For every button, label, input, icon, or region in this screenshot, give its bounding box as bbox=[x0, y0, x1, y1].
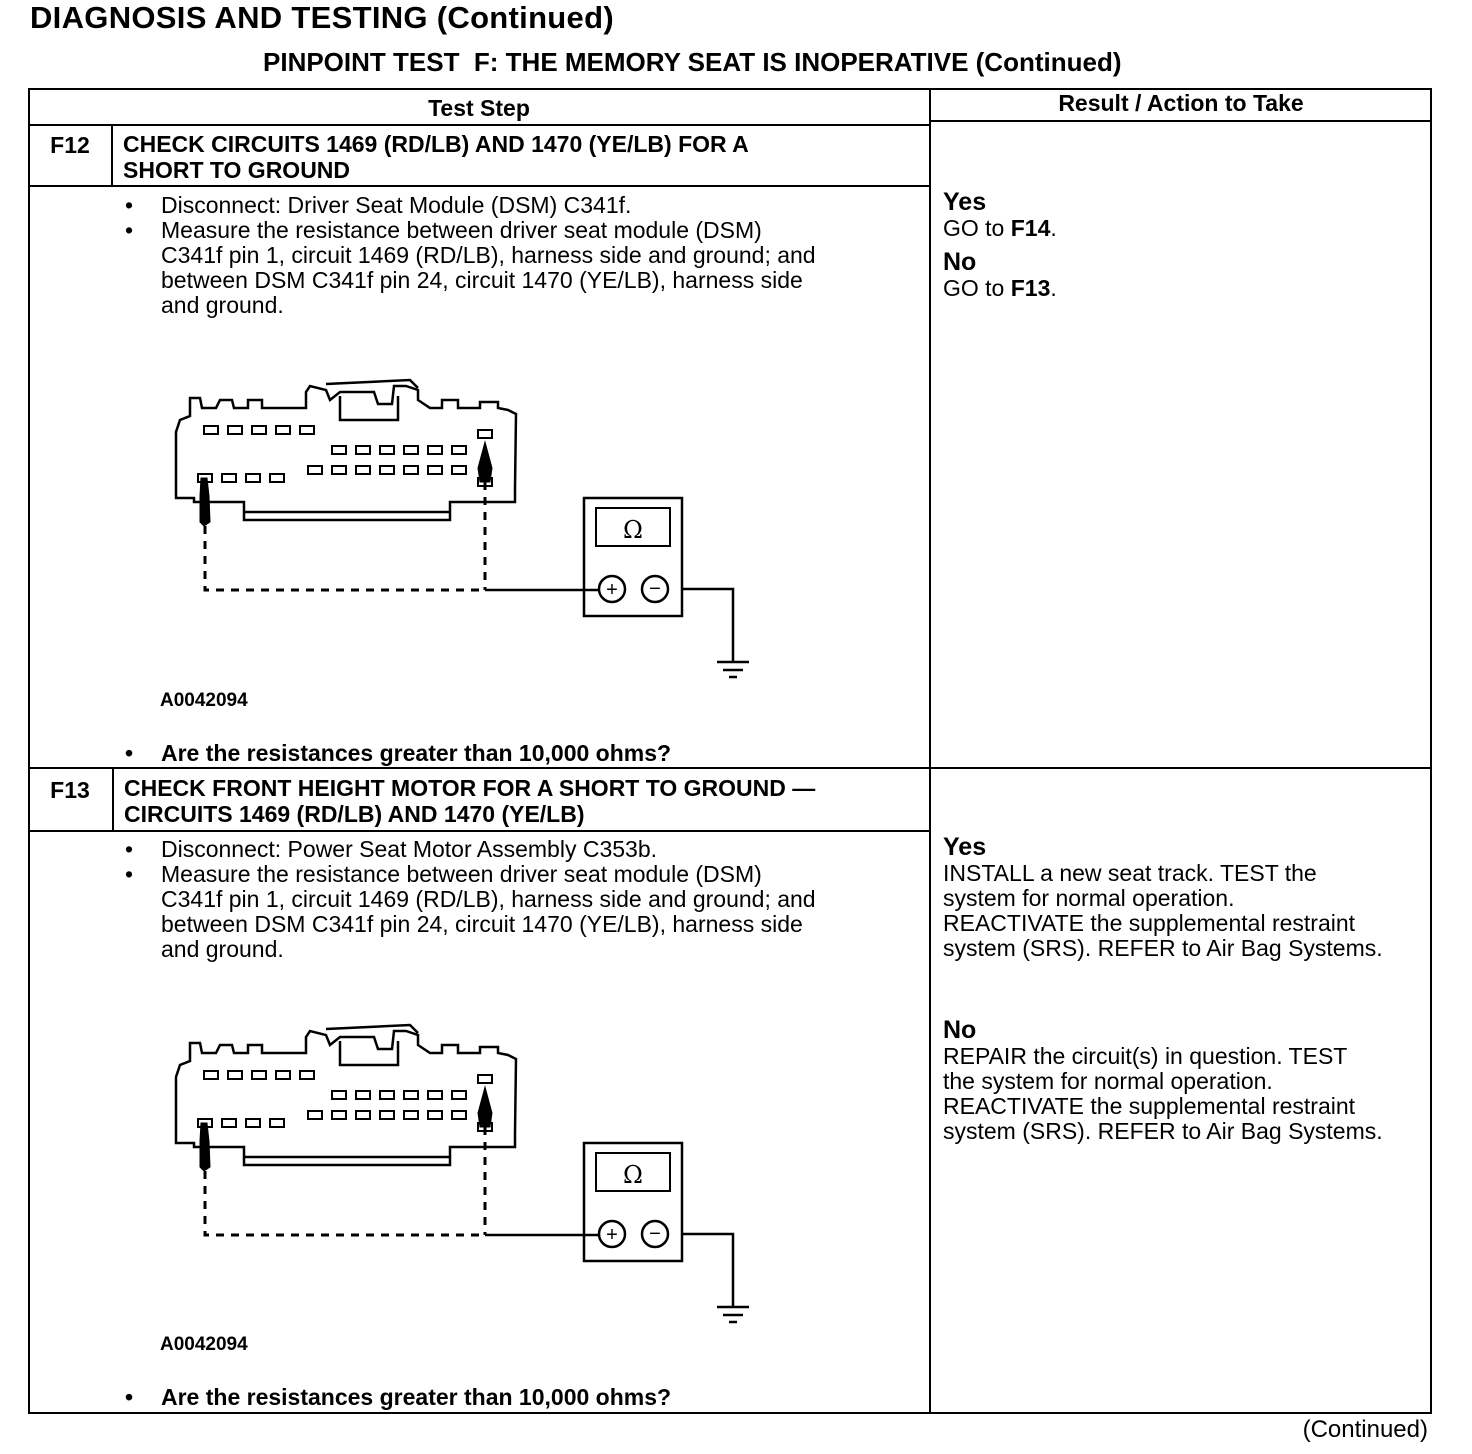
step-heading bbox=[124, 775, 815, 827]
pinpoint-test-title: PINPOINT TEST F: THE MEMORY SEAT IS INOPERATIVE (Continued) bbox=[263, 47, 1122, 77]
ground-symbol bbox=[717, 1307, 749, 1322]
pin-cavities bbox=[198, 426, 492, 486]
instruction-item: • Measure the resistance between driver seat module (DSM) C341f pin 1, circuit 1469 (RD/LB), harness side and ground; and between DSM C341f pin 24, circuit 1470 (YE/LB), harness side and ground. bbox=[125, 217, 816, 318]
step-heading-line: CHECK CIRCUITS 1469 (RD/LB) AND 1470 (YE/LB) FOR A bbox=[123, 131, 749, 157]
step-id: F13 bbox=[50, 777, 90, 803]
column-header-test-step: Test Step bbox=[428, 95, 530, 121]
result-no-label: No bbox=[943, 248, 977, 276]
column-header-result: Result / Action to Take bbox=[1058, 90, 1304, 116]
meter-minus-terminal: − bbox=[649, 578, 661, 600]
result-no-label: No bbox=[943, 1016, 977, 1044]
figure-id: A0042094 bbox=[160, 690, 248, 711]
pin-cavities bbox=[198, 1071, 492, 1131]
connector-measurement-diagram bbox=[160, 370, 760, 690]
result-yes-label: Yes bbox=[943, 188, 987, 216]
step-id-divider bbox=[111, 124, 113, 187]
result-no: No REPAIR the circuit(s) in question. TEST the system for normal operation. REACTIVATE the supplemental restraint system (SRS). REFER to Air Bag Systems. bbox=[943, 1016, 1383, 1144]
step-heading-rule bbox=[28, 185, 930, 187]
step-heading-line: CHECK FRONT HEIGHT MOTOR FOR A SHORT TO GROUND — bbox=[124, 775, 816, 801]
ohm-symbol: Ω bbox=[623, 1161, 643, 1189]
test-leads bbox=[205, 482, 485, 590]
instruction-item: • Disconnect: Driver Seat Module (DSM) C341f. bbox=[125, 192, 632, 218]
test-leads bbox=[205, 1127, 485, 1235]
step-heading bbox=[123, 131, 749, 183]
continued-footer: (Continued) bbox=[1302, 1416, 1428, 1443]
test-probe-left bbox=[200, 1123, 210, 1171]
ohm-symbol: Ω bbox=[623, 516, 643, 544]
goto-step-link: F14 bbox=[1010, 215, 1051, 241]
test-question: • Are the resistances greater than 10,000 ohms? bbox=[125, 1384, 672, 1410]
header-rule-right bbox=[929, 120, 1432, 122]
test-question: • Are the resistances greater than 10,000 ohms? bbox=[125, 740, 672, 766]
step-heading-line: SHORT TO GROUND bbox=[123, 157, 351, 183]
test-probe-right bbox=[478, 442, 492, 482]
test-probe-left bbox=[200, 478, 210, 526]
connector-measurement-diagram bbox=[160, 1015, 760, 1335]
result-yes-label: Yes bbox=[943, 833, 987, 861]
step-heading-line: CIRCUITS 1469 (RD/LB) AND 1470 (YE/LB) bbox=[124, 801, 585, 827]
page-title: DIAGNOSIS AND TESTING (Continued) bbox=[30, 0, 614, 35]
step-instructions bbox=[125, 837, 816, 962]
step-id: F12 bbox=[50, 132, 90, 158]
step-heading-rule bbox=[28, 830, 930, 832]
step-divider bbox=[28, 767, 1432, 769]
step-instructions bbox=[125, 193, 816, 318]
result-no: No GO to F13. bbox=[943, 248, 1057, 301]
instruction-item: • Disconnect: Power Seat Motor Assembly C353b. bbox=[125, 836, 658, 862]
goto-step-link: F13 bbox=[1010, 275, 1051, 301]
result-yes: Yes INSTALL a new seat track. TEST the system for normal operation. REACTIVATE the supplemental restraint system (SRS). REFER to Air Bag Systems. bbox=[943, 833, 1383, 961]
meter-plus-terminal: + bbox=[606, 579, 618, 601]
step-id-divider bbox=[112, 769, 114, 832]
header-rule bbox=[28, 124, 930, 126]
result-yes: Yes GO to F14. bbox=[943, 188, 1057, 241]
meter-minus-terminal: − bbox=[649, 1223, 661, 1245]
instruction-item: • Measure the resistance between driver seat module (DSM) C341f pin 1, circuit 1469 (RD/LB), harness side and ground; and between DSM C341f pin 24, circuit 1470 (YE/LB), harness side and ground. bbox=[125, 861, 816, 962]
test-probe-right bbox=[478, 1087, 492, 1127]
column-divider bbox=[929, 88, 931, 1414]
ground-symbol bbox=[717, 662, 749, 677]
figure-id: A0042094 bbox=[160, 1334, 248, 1355]
meter-plus-terminal: + bbox=[606, 1224, 618, 1246]
